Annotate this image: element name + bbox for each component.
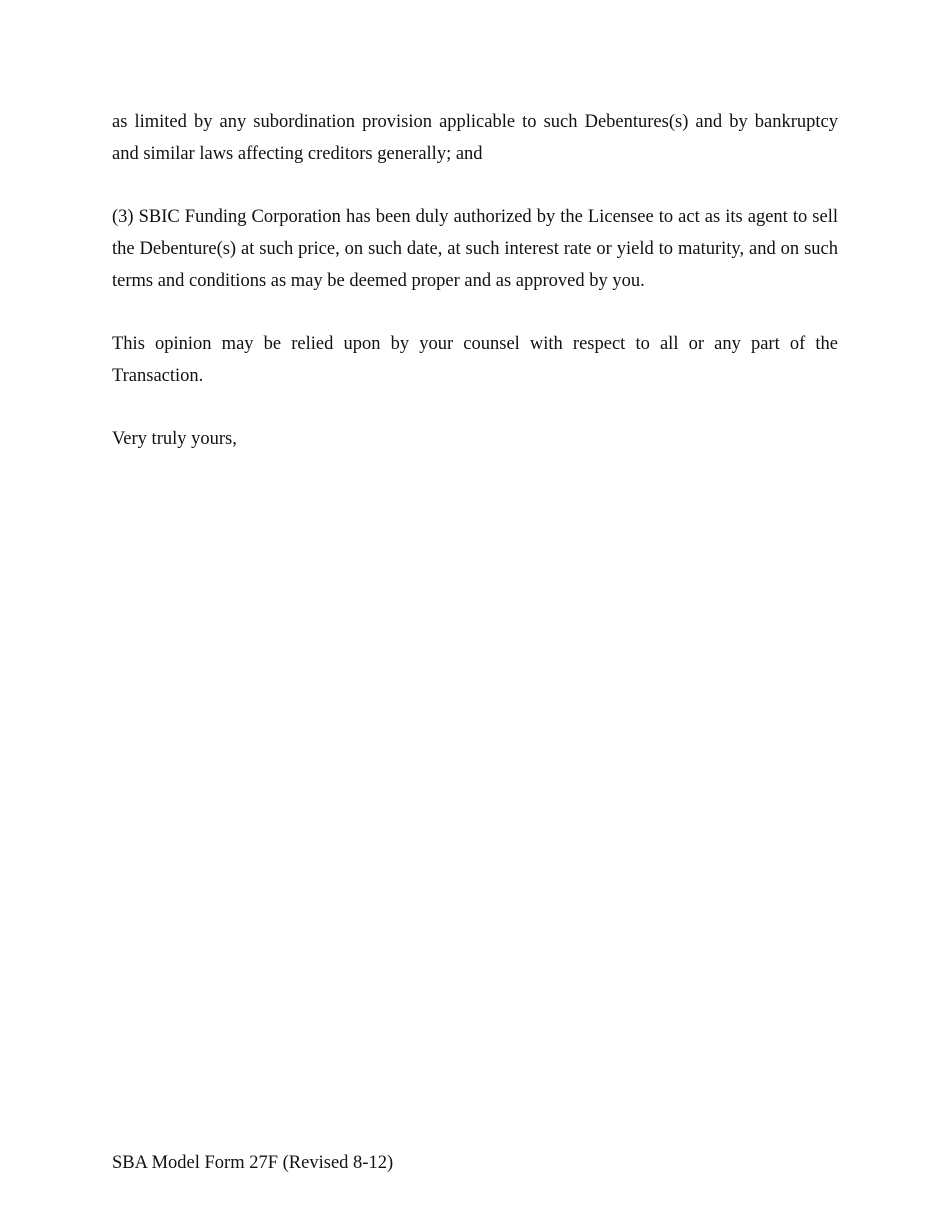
paragraph-opinion-reliance: This opinion may be relied upon by your counsel with respect to all or any part of the Transaction. (112, 334, 838, 386)
form-footer: SBA Model Form 27F (Revised 8-12) (112, 1153, 394, 1173)
paragraph-subordination-clause: as limited by any subordination provision applicable to such Debentures(s) and by bankruptcy and similar laws affecting creditors generally; and (112, 112, 838, 164)
paragraph-sbic-funding-authorization: (3) SBIC Funding Corporation has been duly authorized by the Licensee to act as its agent to sell the Debenture(s) at such price, on such date, at such interest rate or yield to maturity, and on such terms and conditions as may be deemed proper and as approved by you. (112, 207, 838, 291)
letter-body (112, 106, 838, 455)
closing-salutation: Very truly yours, (112, 429, 237, 449)
